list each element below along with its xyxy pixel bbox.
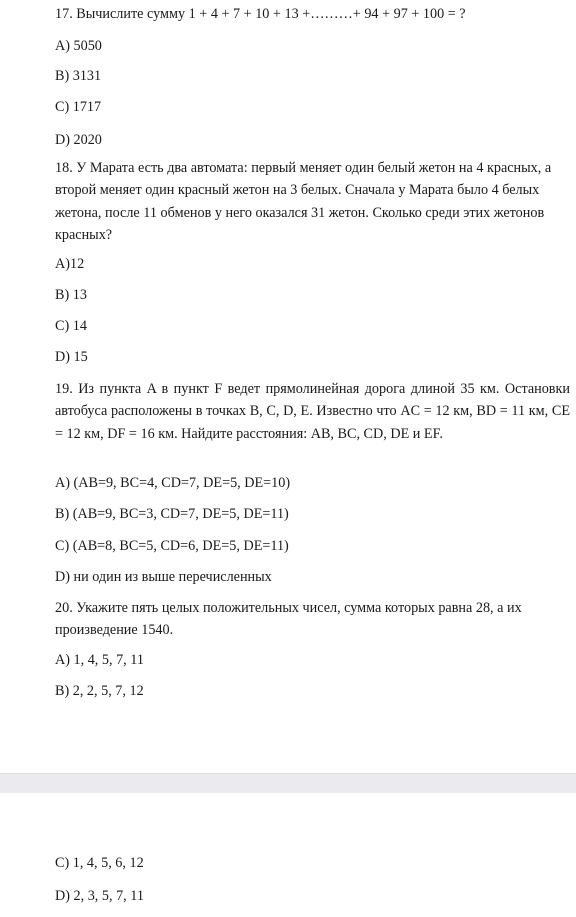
question-20-option-c: C) 1, 4, 5, 6, 12 — [55, 855, 144, 871]
question-17-option-a: A) 5050 — [55, 38, 102, 54]
question-19-text: 19. Из пункта A в пункт F ведет прямолинейная дорога длиной 35 км. Остановки автобуса расположены в точках B, C, D, E. Известно что AC = 12 км, BD = 11 км, CE = 12 км, DF = 16 км. Найдите расстояния: AB, BC, CD, DE и EF. — [55, 381, 570, 442]
question-18-option-b: B) 13 — [55, 287, 87, 303]
question-17-option-d: D) 2020 — [55, 132, 102, 148]
question-18-option-d: D) 15 — [55, 349, 88, 365]
question-17-option-b: B) 3131 — [55, 68, 102, 84]
question-20-text: 20. Укажите пять целых положительных чисел, сумма которых равна 28, а их произведение 1540. — [55, 600, 522, 639]
question-20-option-b: B) 2, 2, 5, 7, 12 — [55, 683, 144, 699]
question-19-option-d: D) ни один из выше перечисленных — [55, 569, 272, 585]
question-20-option-a: A) 1, 4, 5, 7, 11 — [55, 652, 144, 668]
question-18-option-a: A)12 — [55, 256, 85, 272]
question-19-option-a: A) (AB=9, BC=4, CD=7, DE=5, DE=10) — [55, 475, 291, 491]
question-19-option-b: B) (AB=9, BC=3, CD=7, DE=5, DE=11) — [55, 506, 289, 522]
page-break-divider — [0, 773, 576, 793]
question-17-option-c: C) 1717 — [55, 99, 102, 115]
question-17-text: 17. Вычислите сумму 1 + 4 + 7 + 10 + 13 +………+ 94 + 97 + 100 = ? — [55, 6, 466, 22]
question-18-option-c: C) 14 — [55, 318, 87, 334]
question-19-option-c: C) (AB=8, BC=5, CD=6, DE=5, DE=11) — [55, 538, 289, 554]
question-20-option-d: D) 2, 3, 5, 7, 11 — [55, 888, 144, 904]
question-18-text: 18. У Марата есть два автомата: первый меняет один белый жетон на 4 красных, а второй меняет один красный жетон на 3 белых. Сначала у Марата было 4 белых жетона, после 11 обменов у него оказался 31 жетон. Сколько среди этих жетонов красных? — [55, 160, 552, 244]
